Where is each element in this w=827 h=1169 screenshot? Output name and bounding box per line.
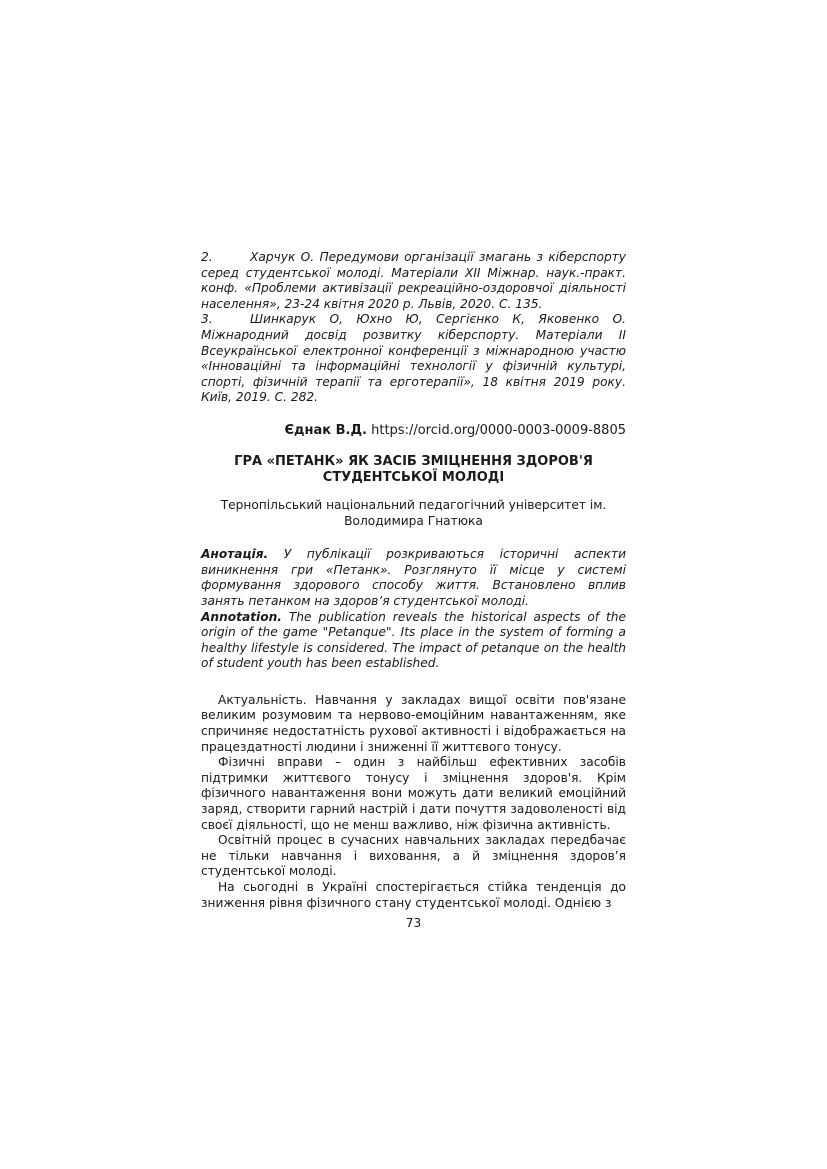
abstract-ukrainian — [201, 547, 626, 609]
reference-item — [201, 250, 626, 312]
abstract-en-label: Annotation. — [201, 609, 282, 624]
author-line — [201, 422, 626, 439]
reference-text: Харчук О. Передумови організації змагань з кіберспорту серед студентської молоді. Матеріали XII Міжнар. наук.-практ. конф. «Проблеми активізації рекреаційно-оздоровчої діяльності населення», 23-24 квітня 2020 р. Львів, 2020. С. 135. — [201, 250, 626, 311]
reference-item — [201, 312, 626, 406]
page-number: 73 — [405, 916, 422, 930]
body-paragraph: На сьогодні в Україні спостерігається стійка тенденція до зниження рівня фізичного стану студентської молоді. Однією з — [201, 880, 626, 910]
body-paragraph: Фізичні вправи – один з найбільш ефективних засобів підтримки життєвого тонусу і зміцнення здоров'я. Крім фізичного навантаження вони можуть дати великий емоційний заряд, створити гарний настрій і дати почуття задоволеності від своєї діяльності, що не менш важливо, ніж фізична активність. — [201, 755, 626, 832]
article-title: ГРА «ПЕТАНК» ЯК ЗАСІБ ЗМІЦНЕННЯ ЗДОРОВ'Я СТУДЕНТСЬКОЇ МОЛОДІ — [234, 453, 593, 485]
references-list — [201, 250, 626, 406]
abstract-uk-text: У публікації розкриваються історичні аспекти виникнення гри «Петанк». Розглянуто її місце у системі формування здорового способу життя. Встановлено вплив занять петанком на здоров’я студентської молоді. — [201, 547, 627, 608]
article-body — [201, 693, 626, 911]
reference-number: 3. — [201, 312, 213, 327]
abstract-english — [201, 610, 626, 672]
reference-text: Шинкарук О, Юхно Ю, Сергієнко К, Яковенко О. Міжнародний досвід розвитку кіберспорту. Матеріали II Всеукраїнської електронної конференції з міжнародною участю «Інноваційні та інформаційні технології у фізичній культурі, спорті, фізичній терапії та ерготерапії», 18 квітня 2019 року. Київ, 2019. С. 282. — [201, 312, 626, 405]
reference-number: 2. — [201, 250, 213, 264]
body-paragraph: Актуальність. Навчання у закладах вищої освіти пов'язане великим розумовим та нервово-емоційним навантаженням, яке спричиняє недостатність рухової активності і відображається на працездатності людини і зниженні її життєвого тонусу. — [201, 692, 626, 754]
page-content — [201, 250, 626, 911]
abstract-section — [201, 547, 626, 672]
body-paragraph: Освітній процес в сучасних навчальних закладах передбачає не тільки навчання і виховання, а й зміцнення здоров’я студентської молоді. — [201, 833, 626, 879]
author-affiliation: Тернопільський національний педагогічний університет ім. Володимира Гнатюка — [220, 497, 607, 528]
abstract-en-text: The publication reveals the historical aspects of the origin of the game "Petanque". Its place in the system of forming a healthy lifestyle is considered. The impact of petanque on the health of student youth has been established. — [201, 609, 626, 671]
author-orcid-link[interactable]: https://orcid.org/0000-0003-0009-8805 — [371, 422, 626, 438]
abstract-uk-label: Анотація. — [201, 547, 269, 562]
author-name: Єднак В.Д. — [284, 422, 367, 438]
